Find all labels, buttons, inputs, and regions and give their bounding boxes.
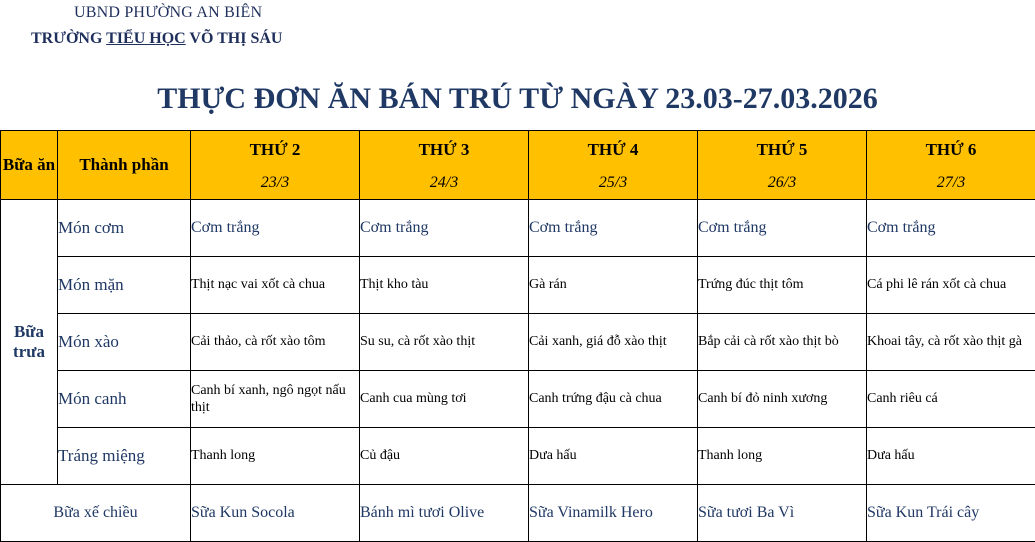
table-row [1,371,1035,428]
menu-cell: Canh bí đỏ ninh xương [698,371,867,428]
day-header [698,131,867,200]
day-date: 27/3 [936,174,966,191]
category-cell: Món xào [58,314,191,371]
day-name: THỨ 5 [756,140,808,159]
day-name: THỨ 2 [249,140,301,159]
school-name [31,30,282,48]
menu-cell: Su su, cà rốt xào thịt [360,314,529,371]
day-header [867,131,1035,200]
menu-cell: Cơm trắng [191,200,360,257]
menu-cell: Cải xanh, giá đỗ xào thịt [529,314,698,371]
menu-cell: Cơm trắng [867,200,1035,257]
day-name: THỨ 6 [925,140,977,159]
col-header-meal: Bữa ăn [1,131,58,200]
menu-cell: Dưa hấu [529,428,698,485]
menu-cell: Trứng đúc thịt tôm [698,257,867,314]
category-cell: Món cơm [58,200,191,257]
menu-cell: Cá phi lê rán xốt cà chua [867,257,1035,314]
menu-cell: Cơm trắng [360,200,529,257]
day-date: 24/3 [429,174,459,191]
ward-name: UBND PHƯỜNG AN BIÊN [74,4,263,21]
afternoon-row [1,485,1035,542]
menu-cell: Thịt kho tàu [360,257,529,314]
table-row [1,257,1035,314]
table-row [1,314,1035,371]
menu-cell: Khoai tây, cà rốt xào thịt gà [867,314,1035,371]
menu-cell: Củ đậu [360,428,529,485]
lunch-label: Bữa trưa [1,200,58,485]
menu-cell: Thanh long [698,428,867,485]
category-cell: Tráng miệng [58,428,191,485]
menu-cell: Sữa tươi Ba Vì [698,485,867,542]
category-cell: Món canh [58,371,191,428]
menu-cell: Sữa Vinamilk Hero [529,485,698,542]
school-name-suffix: VÕ THỊ SÁU [185,30,283,47]
menu-cell: Cơm trắng [529,200,698,257]
menu-cell: Thanh long [191,428,360,485]
menu-table [0,130,1035,542]
school-name-prefix: TRƯỜNG [31,30,107,47]
day-date: 23/3 [260,174,290,191]
day-header [360,131,529,200]
table-row [1,428,1035,485]
day-header [191,131,360,200]
menu-cell: Bánh mì tươi Olive [360,485,529,542]
menu-cell: Cơm trắng [698,200,867,257]
day-header [529,131,698,200]
menu-title: THỰC ĐƠN ĂN BÁN TRÚ TỪ NGÀY 23.03-27.03.2026 [157,82,878,115]
menu-cell: Sữa Kun Socola [191,485,360,542]
menu-cell: Canh bí xanh, ngô ngọt nấu thịt [191,371,360,428]
day-name: THỨ 4 [587,140,639,159]
menu-cell: Gà rán [529,257,698,314]
school-name-underlined: TIỂU HỌC [106,30,186,47]
table-row [1,200,1035,257]
menu-cell: Dưa hấu [867,428,1035,485]
menu-cell: Canh cua mùng tơi [360,371,529,428]
category-cell: Món mặn [58,257,191,314]
day-date: 26/3 [767,174,797,191]
menu-cell: Canh riêu cá [867,371,1035,428]
menu-cell: Canh trứng đậu cà chua [529,371,698,428]
day-date: 25/3 [598,174,628,191]
day-name: THỨ 3 [418,140,470,159]
menu-cell: Cải thảo, cà rốt xào tôm [191,314,360,371]
header-row [1,131,1035,200]
menu-cell: Thịt nạc vai xốt cà chua [191,257,360,314]
col-header-component: Thành phần [58,131,191,200]
afternoon-label: Bữa xế chiều [1,485,191,542]
menu-cell: Bắp cải cà rốt xào thịt bò [698,314,867,371]
menu-cell: Sữa Kun Trái cây [867,485,1035,542]
